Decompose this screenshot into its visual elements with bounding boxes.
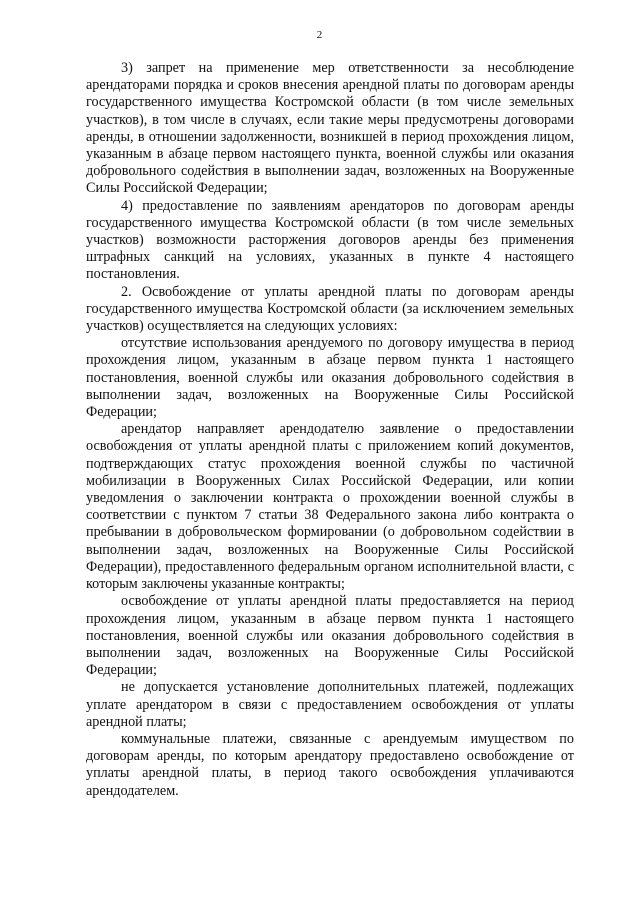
paragraph-condition-application: арендатор направляет арендодателю заявление о предоставлении освобождения от уплаты арендной платы с приложением копий документов, подтверждающих статус прохождения военной службы по частичной мобилизации в Вооруженных Силах Российской Федерации, или копии уведомления о заключении контракта о прохождении военной службы в соответствии с пунктом 7 статьи 38 Федерального закона либо контракта о пребывании в добровольческом формировании (о добровольном содействии в выполнении задач, возложенных на Вооруженные Силы Российской Федерации), предоставленного федеральным органом исполнительной власти, с которым заключены указанные контракты;	[86, 421, 574, 593]
paragraph-condition-no-extra-payments: не допускается установление дополнительных платежей, подлежащих уплате арендатором в связи с предоставлением освобождения от уплаты арендной платы;	[86, 679, 574, 730]
paragraph-item-3: 3) запрет на применение мер ответственности за несоблюдение арендаторами порядка и сроков внесения арендной платы по договорам аренды государственного имущества Костромской области (в том числе земельных участков), в том числе в случаях, если такие меры предусмотрены договорами аренды, в отношении задолженности, возникшей в период прохождения лицом, указанным в абзаце первом настоящего пункта, военной службы или оказания добровольного содействия в выполнении задач, возложенных на Вооруженные Силы Российской Федерации;	[86, 60, 574, 197]
page-number: 2	[316, 29, 323, 41]
paragraph-condition-utility-payments: коммунальные платежи, связанные с арендуемым имуществом по договорам аренды, по которым арендатору предоставлено освобождение от уплаты арендной платы, в период такого освобождения уплачиваются арендодателем.	[86, 730, 574, 799]
document-body	[86, 60, 574, 800]
paragraph-condition-absence-of-use: отсутствие использования арендуемого по договору имущества в период прохождения лицом, указанным в абзаце первом пункта 1 настоящего постановления, военной службы или оказания добровольного содействия в выполнении задач, возложенных на Вооруженные Силы Российской Федерации;	[86, 335, 574, 421]
paragraph-section-2: 2. Освобождение от уплаты арендной платы по договорам аренды государственного имущества Костромской области (за исключением земельных участков) осуществляется на следующих условиях:	[86, 283, 574, 335]
paragraph-condition-period: освобождение от уплаты арендной платы предоставляется на период прохождения лицом, указанным в абзаце первом пункта 1 настоящего постановления, военной службы или оказания добровольного содействия в выполнении задач, возложенных на Вооруженные Силы Российской Федерации;	[86, 593, 574, 679]
paragraph-item-4: 4) предоставление по заявлениям арендаторов по договорам аренды государственного имущества Костромской области (в том числе земельных участков) возможности расторжения договоров аренды без применения штрафных санкций на условиях, указанных в пункте 4 настоящего постановления.	[86, 197, 574, 283]
